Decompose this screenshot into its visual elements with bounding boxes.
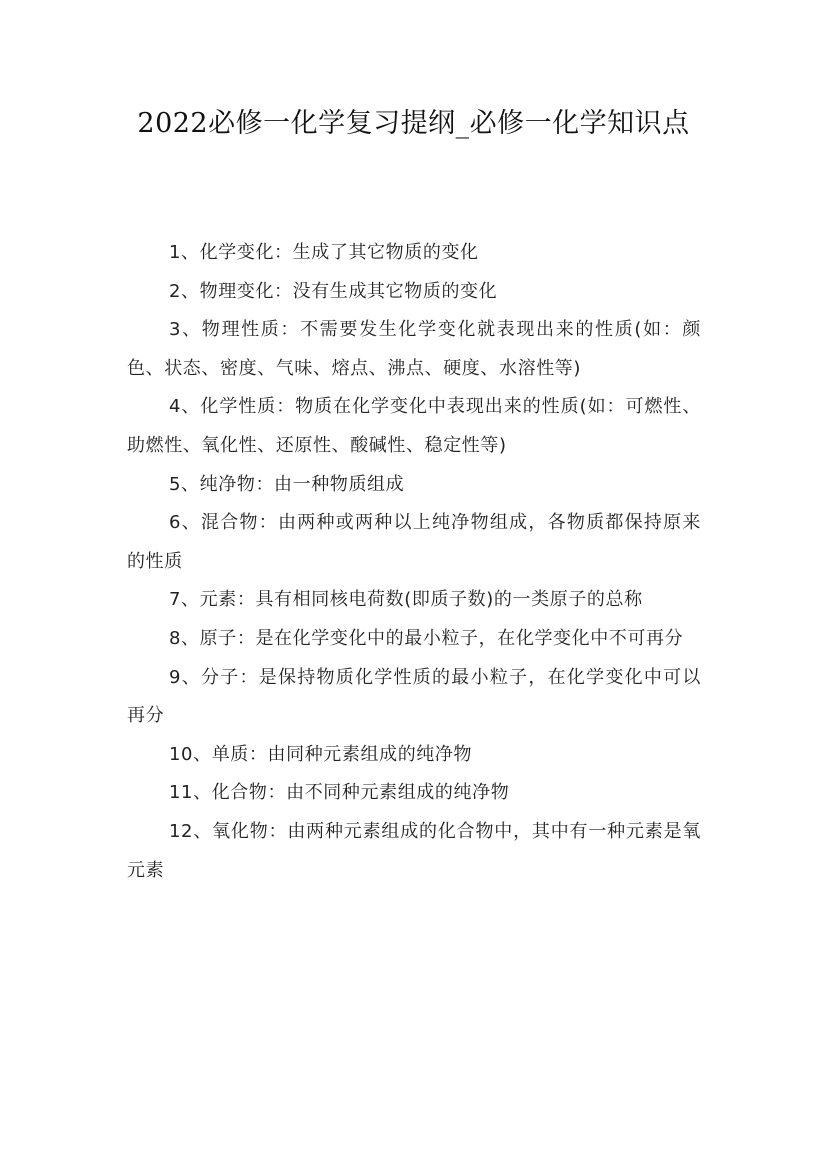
definition-item-7: 7、元素：具有相同核电荷数(即质子数)的一类原子的总称: [169, 589, 643, 611]
definition-item-6: 6、混合物：由两种或两种以上纯净物组成，各物质都保持原来的性质: [127, 512, 701, 572]
definition-item-12: 12、氧化物：由两种元素组成的化合物中，其中有一种元素是氧元素: [127, 820, 701, 881]
definition-item-1: 1、化学变化：生成了其它物质的变化: [169, 242, 479, 263]
document-title: 2022必修一化学复习提纲_必修一化学知识点: [137, 108, 690, 139]
definition-item-9: 9、分子：是保持物质化学性质的最小粒子，在化学变化中可以再分: [127, 666, 701, 727]
definition-item-3: 3、物理性质：不需要发生化学变化就表现出来的性质(如：颜色、状态、密度、气味、熔点、沸点、硬度、水溶性等): [127, 319, 701, 379]
definition-item-11: 11、化合物：由不同种元素组成的纯净物: [169, 782, 510, 804]
definition-item-8: 8、原子：是在化学变化中的最小粒子，在化学变化中不可再分: [169, 627, 684, 649]
definition-item-5: 5、纯净物：由一种物质组成: [169, 473, 405, 495]
definition-item-2: 2、物理变化：没有生成其它物质的变化: [169, 280, 498, 302]
definition-item-4: 4、化学性质：物质在化学变化中表现出来的性质(如：可燃性、助燃性、氧化性、还原性、酸碱性、稳定性等): [127, 396, 701, 456]
definition-item-10: 10、单质：由同种元素组成的纯净物: [169, 743, 473, 765]
document-body: [127, 234, 701, 890]
